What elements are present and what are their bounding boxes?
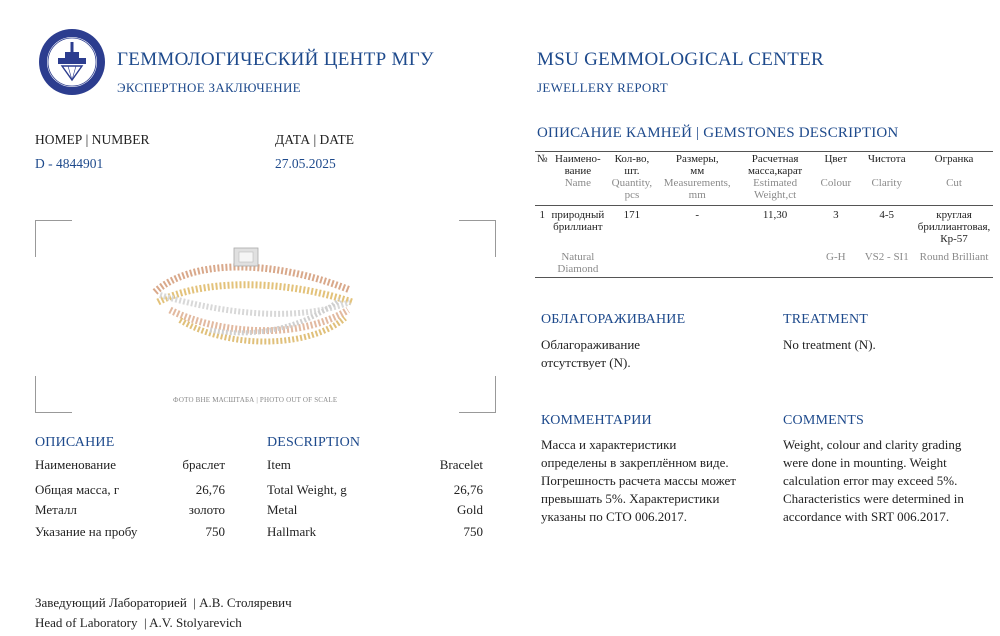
photo-frame-corner [35, 220, 72, 257]
table-header-cell: Размеры, мм [675, 153, 719, 177]
date-value: 27.05.2025 [275, 156, 336, 171]
description-value: 750 [205, 524, 225, 539]
table-cell: 171 [623, 208, 641, 221]
description-label: Metal [267, 502, 298, 517]
table-cell [535, 245, 550, 275]
description-row [267, 482, 483, 498]
photo-frame-corner [35, 376, 72, 413]
description-value: Gold [457, 502, 483, 517]
table-header-cell: № [537, 153, 548, 165]
description-row [267, 524, 483, 540]
table-header-cell: Расчетная масса,карат [747, 153, 803, 177]
date-label: ДАТА | DATE [275, 132, 355, 147]
photo-frame-corner [459, 220, 496, 257]
table-header-cell [535, 177, 550, 201]
table-header-cell: Кол-во, шт. [614, 153, 650, 177]
description-row [35, 502, 225, 518]
comments-text-en: Weight, colour and clarity grading were done in mounting. Weight calculation error may exceed 5%. Characteristics were determined in accordance with SRT 006.2017. [783, 437, 964, 524]
table-cell: 3 [833, 208, 839, 221]
divider [535, 151, 993, 152]
comments-title-en: COMMENTS [783, 413, 864, 428]
signature-en: Head of Laboratory | A.V. Stolyarevich [35, 615, 242, 630]
subtitle-en: JEWELLERY REPORT [537, 80, 669, 95]
description-label: Указание на пробу [35, 524, 138, 539]
description-value: Bracelet [439, 457, 483, 472]
table-cell [658, 245, 737, 275]
bracelet-photo [150, 240, 360, 360]
description-value: 26,76 [195, 482, 225, 497]
description-title-en: DESCRIPTION [267, 435, 361, 450]
table-row [535, 205, 993, 245]
table-cell: Natural Diamond [557, 250, 599, 275]
treatment-title-ru: ОБЛАГОРАЖИВАНИЕ [541, 312, 686, 327]
treatment-text-en: No treatment (N). [783, 337, 876, 352]
table-cell: природный бриллиант [551, 208, 605, 233]
photo-caption: ФОТО ВНЕ МАСШТАБА | PHOTO OUT OF SCALE [173, 396, 338, 404]
table-header-cell: Name [564, 177, 591, 189]
table-header-cell: Огранка [934, 153, 974, 165]
table-header-cell: Cut [946, 177, 962, 189]
description-label: Hallmark [267, 524, 317, 539]
msu-logo-icon [38, 28, 106, 96]
table-cell [737, 245, 813, 275]
photo-frame-corner [459, 376, 496, 413]
table-header-cell: Цвет [824, 153, 848, 165]
gemstones-title: ОПИСАНИЕ КАМНЕЙ | GEMSTONES DESCRIPTION [537, 125, 899, 141]
table-header-cell: Чистота [867, 153, 906, 165]
description-row [35, 457, 225, 473]
treatment-title-en: TREATMENT [783, 312, 869, 327]
table-header-cell: Estimated Weight,ct [753, 177, 798, 201]
description-label: Total Weight, g [267, 482, 347, 497]
description-value: золото [188, 502, 225, 517]
signature-ru: Заведующий Лабораторией | А.В. Столяревич [35, 595, 292, 610]
description-label: Металл [35, 502, 77, 517]
description-row [267, 457, 483, 473]
table-cell: - [695, 208, 700, 221]
table-header-en [535, 177, 993, 201]
table-header-cell: Quantity, pcs [611, 177, 653, 201]
description-value: 750 [463, 524, 483, 539]
comments-text-ru: Масса и характеристики определены в закреплённом виде. Погрешность расчета массы может превышать 5%. Характеристики указаны по СТО 006.2017. [541, 437, 736, 524]
description-label: Наименование [35, 457, 116, 472]
table-header-cell: Colour [820, 177, 852, 189]
table-cell: VS2 - SI1 [864, 250, 909, 263]
description-label: Item [267, 457, 291, 472]
table-cell: Round Brilliant [919, 250, 989, 263]
table-header-cell: Наимено- вание [555, 153, 601, 177]
description-title-ru: ОПИСАНИЕ [35, 435, 115, 450]
description-value: 26,76 [453, 482, 483, 497]
number-value: D - 4844901 [35, 156, 104, 171]
table-header-ru [535, 153, 993, 177]
table-header-cell: Measurements, mm [663, 177, 731, 201]
table-cell [606, 245, 657, 275]
number-label: НОМЕР | NUMBER [35, 132, 150, 147]
treatment-text-ru: Облагораживание отсутствует (N). [541, 337, 641, 370]
description-value: браслет [182, 457, 225, 472]
description-row [35, 524, 225, 540]
table-cell: 11,30 [762, 208, 788, 221]
description-label: Общая масса, г [35, 482, 120, 497]
table-cell: 4-5 [879, 208, 895, 221]
table-cell: G-H [826, 250, 846, 263]
subtitle-ru: ЭКСПЕРТНОЕ ЗАКЛЮЧЕНИЕ [117, 80, 301, 95]
table-cell: круглая бриллиантовая, Кр-57 [917, 208, 991, 245]
description-row [35, 482, 225, 498]
table-row [535, 245, 993, 275]
title-ru: ГЕММОЛОГИЧЕСКИЙ ЦЕНТР МГУ [117, 49, 434, 70]
comments-title-ru: КОММЕНТАРИИ [541, 413, 652, 428]
gemstones-table [535, 153, 993, 278]
table-header-cell: Clarity [871, 177, 902, 189]
title-en: MSU GEMMOLOGICAL CENTER [537, 49, 824, 70]
table-cell: 1 [539, 208, 545, 221]
description-row [267, 502, 483, 518]
